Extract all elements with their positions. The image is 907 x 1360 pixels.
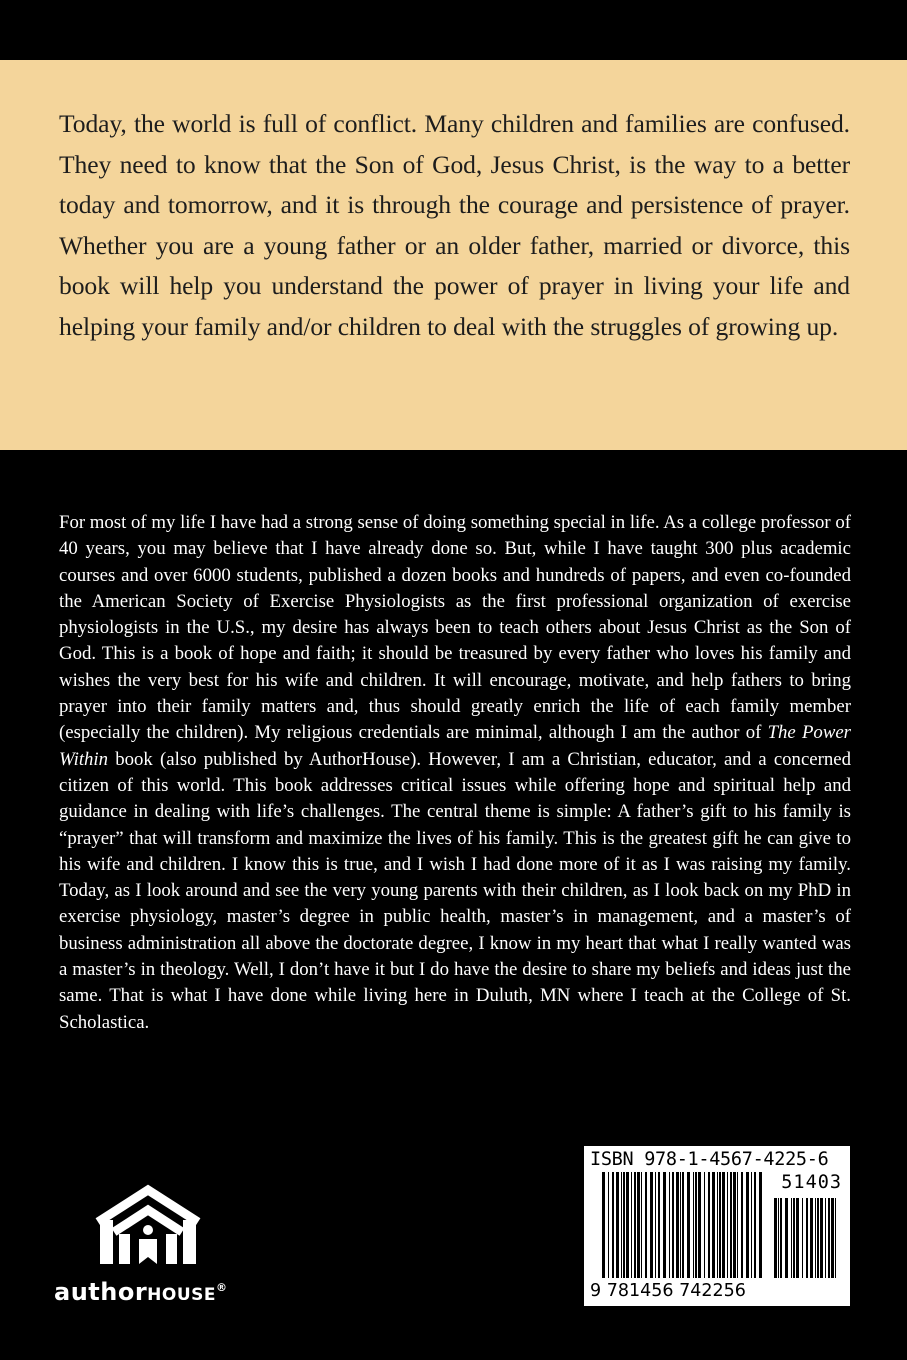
- author-bio-part-2: book (also published by AuthorHouse). However, I am a Christian, educator, and a concerned citizen of this world. This book addresses critical issues while offering hope and spiritual help and guidance in dealing with life’s challenges. The central theme is simple: A father’s gift to his family is “prayer” that will transform and maximize the lives of his family. This is the greatest gift he can give to his wife and children. I know this is true, and I wish I had done more of it as I was raising my family. Today, as I look around and see the very young parents with their children, as I look back on my PhD in exercise physiology, master’s degree in public health, master’s in management, and a master’s of business administration all above the doctorate degree, I know in my heart that what I really wanted was a master’s in theology. Well, I don’t have it but I do have the desire to share my beliefs and ideas just the same. That is what I have done while living here in Duluth, MN where I teach at the College of St. Scholastica.: [59, 748, 851, 1033]
- author-bio: [59, 510, 851, 1036]
- isbn-barcode: [584, 1146, 850, 1306]
- authorhouse-logo-icon: [92, 1182, 204, 1268]
- publisher-name-lower: author: [54, 1278, 148, 1306]
- registered-mark: ®: [216, 1281, 228, 1294]
- price-code: 51403: [781, 1172, 842, 1193]
- author-bio-part-1: For most of my life I have had a strong sense of doing something special in life. As a college professor of 40 years, you may believe that I have already done so. But, while I have taught 300 plus academic courses and over 6000 students, published a dozen books and hundreds of papers, and even co-founded the American Society of Exercise Physiologists as the first professional organization of exercise physiologists in the U.S., my desire has always been to teach others about Jesus Christ as the Son of God. This is a book of hope and faith; it should be treasured by every father who loves his family and wishes the very best for his wife and children. It will encourage, motivate, and help fathers to bring prayer into their family matters and, thus should greatly enrich the life of each family member (especially the children). My religious credentials are minimal, although I am the author of: [59, 512, 851, 744]
- blurb-text: Today, the world is full of conflict. Many children and families are confused. They need to know that the Son of God, Jesus Christ, is the way to a better today and tomorrow, and it is through the courage and persistence of prayer. Whether you are a young father or an older father, married or divorce, this book will help you understand the power of prayer in living your life and helping your family and/or children to deal with the struggles of growing up.: [59, 109, 850, 341]
- isbn-label: ISBN 978-1-4567-4225-6: [590, 1149, 829, 1170]
- publisher-name-upper: HOUSE: [147, 1285, 217, 1305]
- barcode-digits: 9 781456 742256: [590, 1281, 746, 1301]
- publisher-logo: [52, 1182, 252, 1312]
- blurb-panel: [0, 60, 907, 450]
- publisher-wordmark: [54, 1278, 228, 1306]
- book-title: The Power Within: [59, 722, 851, 770]
